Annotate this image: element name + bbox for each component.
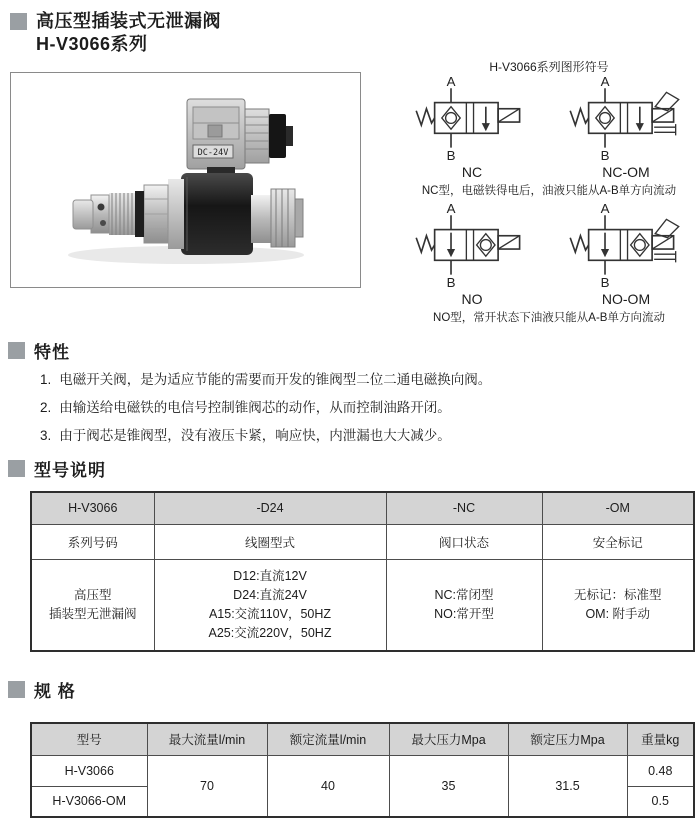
series-line: 高压型 — [73, 587, 112, 602]
valve-symbol-nc-om — [556, 77, 696, 180]
model-table — [30, 491, 695, 652]
coil-option: A15:交流110V，50HZ — [208, 606, 332, 621]
symbol-label-nc-om: NC-OM — [602, 164, 650, 180]
port-b-label: B — [446, 147, 456, 163]
spec-header-cell: 型号 — [31, 723, 147, 755]
port-option: NO:常开型 — [434, 606, 494, 621]
feature-item — [40, 366, 491, 394]
features-list — [40, 366, 491, 450]
symbol-row-no — [398, 204, 700, 307]
symbol-label-no: NO — [461, 291, 483, 307]
page-title-line2: H-V3066系列 — [36, 34, 148, 54]
feature-item — [40, 394, 491, 422]
valve-symbol-nc — [402, 77, 542, 180]
symbol-label-no-om: NO-OM — [601, 291, 651, 307]
diagram-title: H-V3066系列图形符号 — [489, 60, 609, 74]
valve-symbol-no-om-drawing — [567, 204, 685, 290]
product-photo-frame — [10, 72, 361, 288]
coil-voltage-label: DC-24V — [197, 148, 229, 158]
port-b-label: B — [446, 274, 456, 290]
feature-text: 由于阀芯是锥阀型，没有液压卡紧，响应快，内泄漏也大大减少。 — [59, 428, 451, 443]
model-label-row — [31, 524, 694, 559]
port-a-label: A — [446, 204, 456, 217]
series-line: 插装型无泄漏阀 — [48, 606, 137, 621]
features-bullet-square — [8, 342, 25, 359]
spec-row-hv3066 — [31, 755, 694, 786]
graphic-symbols-block — [398, 58, 700, 331]
features-heading — [8, 338, 70, 363]
spec-bullet-square — [8, 681, 25, 698]
symbol-label-nc: NC — [461, 164, 483, 180]
model-label-cell: 阀口状态 — [386, 524, 542, 559]
page-title-block — [10, 10, 221, 56]
nc-caption: NC型，电磁铁得电后，油液只能从A-B单方向流动 — [421, 185, 677, 197]
model-label-cell: 线圈型式 — [154, 524, 386, 559]
spec-max-pressure-cell: 35 — [389, 755, 508, 817]
coil-option: A25:交流220V，50HZ — [208, 625, 332, 640]
model-port-cell — [386, 559, 542, 651]
port-b-label: B — [600, 274, 610, 290]
safety-option: 无标记：标准型 — [573, 587, 662, 602]
model-coil-cell — [154, 559, 386, 651]
feature-number: 3. — [40, 428, 52, 443]
model-bullet-square — [8, 460, 25, 477]
model-code-cell: -NC — [386, 492, 542, 524]
feature-text: 由输送给电磁铁的电信号控制锥阀芯的动作，从而控制油路开闭。 — [59, 400, 451, 415]
model-code-cell: H-V3066 — [31, 492, 154, 524]
model-detail-row — [31, 559, 694, 651]
valve-symbol-nc-om-drawing — [567, 77, 685, 163]
spec-header-cell: 重量kg — [627, 723, 694, 755]
coil-option: D24:直流24V — [233, 587, 307, 602]
model-safety-cell — [542, 559, 694, 651]
feature-number: 2. — [40, 400, 52, 415]
spec-header-row — [31, 723, 694, 755]
spec-header-cell: 额定压力Mpa — [508, 723, 627, 755]
spec-header-cell: 额定流量l/min — [267, 723, 389, 755]
features-heading-text: 特性 — [34, 343, 70, 362]
spec-model-cell: H-V3066-OM — [31, 786, 147, 817]
spec-section-heading — [8, 677, 76, 702]
spec-model-cell: H-V3066 — [31, 755, 147, 786]
feature-number: 1. — [40, 372, 52, 387]
spec-table — [30, 722, 695, 818]
model-label-cell: 系列号码 — [31, 524, 154, 559]
port-option: NC:常闭型 — [434, 587, 494, 602]
model-code-row — [31, 492, 694, 524]
model-section-heading — [8, 456, 106, 481]
spec-header-cell: 最大压力Mpa — [389, 723, 508, 755]
valve-symbol-no — [402, 204, 542, 307]
spec-max-flow-cell: 70 — [147, 755, 267, 817]
spec-heading-text: 规 格 — [34, 682, 76, 701]
no-caption: NO型，常开状态下油液只能从A-B单方向流动 — [433, 312, 665, 324]
coil-option: D12:直流12V — [233, 568, 307, 583]
model-code-cell: -D24 — [154, 492, 386, 524]
spec-weight-cell: 0.5 — [627, 786, 694, 817]
spec-rated-flow-cell: 40 — [267, 755, 389, 817]
safety-option: OM: 附手动 — [585, 606, 651, 621]
valve-symbol-nc-drawing — [413, 77, 531, 163]
model-code-cell: -OM — [542, 492, 694, 524]
title-bullet-square — [10, 13, 27, 30]
feature-item — [40, 422, 491, 450]
model-label-cell: 安全标记 — [542, 524, 694, 559]
page-title-line1: 高压型插装式无泄漏阀 — [36, 11, 221, 31]
port-b-label: B — [600, 147, 610, 163]
spec-rated-pressure-cell: 31.5 — [508, 755, 627, 817]
spec-weight-cell: 0.48 — [627, 755, 694, 786]
model-series-cell — [31, 559, 154, 651]
valve-symbol-no-om — [556, 204, 696, 307]
port-a-label: A — [446, 77, 456, 90]
spec-header-cell: 最大流量l/min — [147, 723, 267, 755]
model-heading-text: 型号说明 — [34, 461, 106, 480]
product-photo-valve-image — [11, 73, 358, 285]
port-a-label: A — [600, 204, 610, 217]
symbol-row-nc — [398, 77, 700, 180]
feature-text: 电磁开关阀，是为适应节能的需要而开发的锥阀型二位二通电磁换向阀。 — [59, 372, 492, 387]
port-a-label: A — [600, 77, 610, 90]
valve-symbol-no-drawing — [413, 204, 531, 290]
page-title — [36, 10, 221, 56]
